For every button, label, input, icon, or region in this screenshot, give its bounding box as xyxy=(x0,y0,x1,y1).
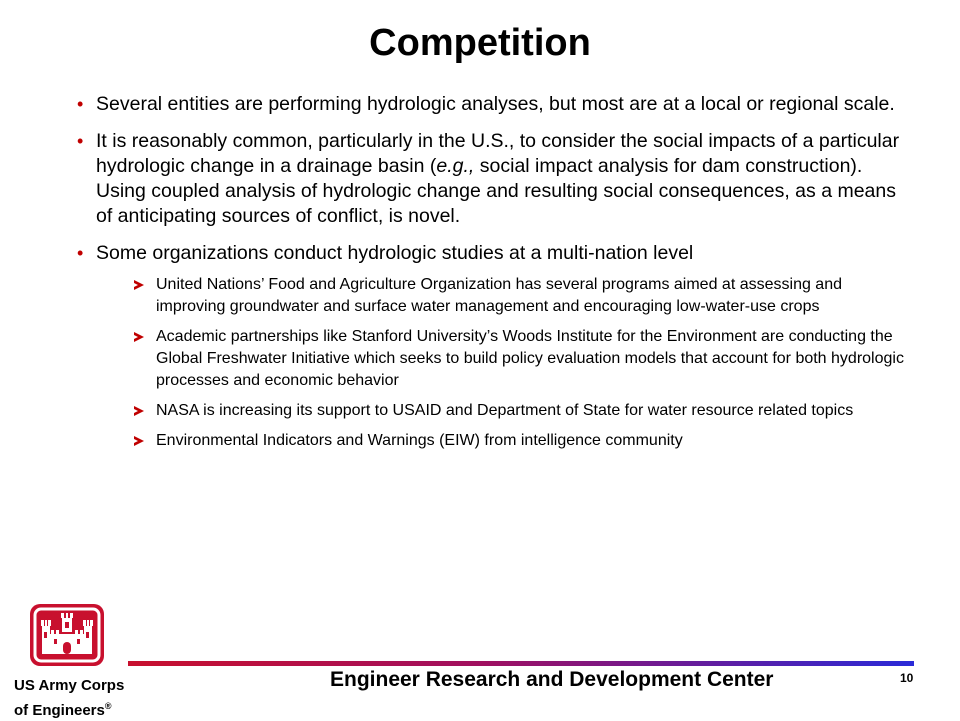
bullet-text-part: It is reasonably common, particularly in the U.S., to consider the social impacts of a particular hydrologic change in a drainage basin ( xyxy=(96,130,900,177)
page-number: 10 xyxy=(900,671,914,685)
castle-icon xyxy=(30,604,104,666)
bullet-icon: • xyxy=(77,131,84,151)
arrow-bullet-icon xyxy=(134,332,144,342)
bullet-text xyxy=(96,130,899,227)
organization-name xyxy=(14,676,124,721)
footer-divider xyxy=(128,661,914,666)
bullet-text-part: social impact analysis for dam construction). Using coupled analysis of hydrologic change and resulting social consequences, as a means of anticipating sources of conflict, is novel. xyxy=(96,155,896,227)
bullet-item xyxy=(76,129,906,229)
usace-castle-logo xyxy=(30,604,104,666)
org-line-1: US Army Corps xyxy=(14,677,125,694)
bullet-text: Some organizations conduct hydrologic studies at a multi-nation level xyxy=(96,242,694,264)
slide-content xyxy=(76,92,906,460)
center-name: Engineer Research and Development Center xyxy=(330,668,774,691)
bullet-item xyxy=(76,241,906,266)
sub-bullet-item xyxy=(76,400,906,422)
sub-bullet-item xyxy=(76,430,906,452)
bullet-icon: • xyxy=(77,94,84,114)
arrow-bullet-icon xyxy=(134,406,144,416)
org-line-2-text: of Engineers xyxy=(14,702,105,719)
sub-bullet-text: Academic partnerships like Stanford University’s Woods Institute for the Environment are conducting the Global Freshwater Initiative which seeks to build policy evaluation models that account for both hydrologic processes and economic behavior xyxy=(156,328,904,389)
sub-bullet-list xyxy=(76,274,906,452)
registered-mark: ® xyxy=(104,701,112,711)
arrow-bullet-icon xyxy=(134,280,144,290)
bullet-item xyxy=(76,92,906,117)
arrow-bullet-icon xyxy=(134,436,144,446)
org-line-2 xyxy=(14,696,124,721)
sub-bullet-item xyxy=(76,274,906,318)
sub-bullet-text: Environmental Indicators and Warnings (EIW) from intelligence community xyxy=(156,432,683,449)
sub-bullet-text: NASA is increasing its support to USAID and Department of State for water resource related topics xyxy=(156,402,854,419)
bullet-text-italic: e.g., xyxy=(436,155,475,177)
sub-bullet-item xyxy=(76,326,906,392)
bullet-icon: • xyxy=(77,243,84,263)
sub-bullet-text: United Nations’ Food and Agriculture Organization has several programs aimed at assessing and improving groundwater and surface water management and encouraging low-water-use crops xyxy=(156,276,842,315)
slide-title: Competition xyxy=(369,22,591,64)
bullet-text: Several entities are performing hydrologic analyses, but most are at a local or regional scale. xyxy=(96,93,895,115)
